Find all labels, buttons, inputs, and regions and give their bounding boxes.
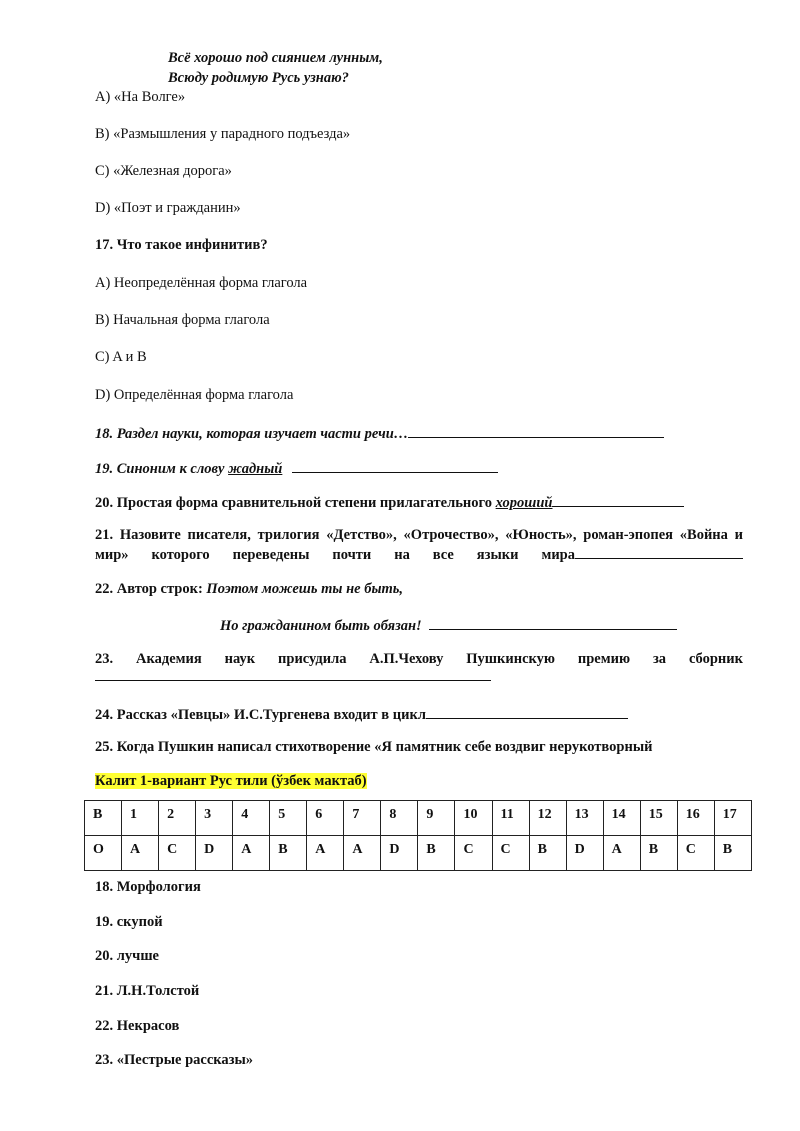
table-cell: C bbox=[159, 836, 196, 871]
table-cell: B bbox=[640, 836, 677, 871]
q19-question bbox=[95, 458, 498, 478]
table-cell: D bbox=[196, 836, 233, 871]
answer-key-title: Калит 1-вариант Рус тили (ўзбек мактаб) bbox=[95, 773, 367, 789]
q17-option-a: A) Неопределённая форма глагола bbox=[95, 275, 308, 291]
table-cell: 12 bbox=[529, 801, 566, 836]
q22-line-1: Поэтом можешь ты не быть, bbox=[206, 581, 404, 597]
q21-question bbox=[95, 526, 743, 564]
answer-key-header-row bbox=[85, 801, 752, 836]
table-cell: B bbox=[270, 836, 307, 871]
q22-answer-blank bbox=[429, 615, 677, 630]
q22-label: 22. Автор строк: bbox=[95, 581, 207, 597]
q24-question bbox=[95, 704, 628, 724]
q24-answer-blank bbox=[426, 704, 628, 719]
table-cell: D bbox=[566, 836, 603, 871]
q16-option-c: C) «Железная дорога» bbox=[95, 163, 232, 179]
q19-answer-blank bbox=[292, 458, 498, 473]
q16-option-a: A) «На Волге» bbox=[95, 89, 186, 105]
q20-text: 20. Простая форма сравнительной степени прилагательного bbox=[95, 495, 496, 511]
q17-option-c: C) A и B bbox=[95, 349, 147, 365]
q19-text: 19. Синоним к слову bbox=[95, 461, 229, 477]
table-cell: A bbox=[344, 836, 381, 871]
table-cell: 8 bbox=[381, 801, 418, 836]
table-cell: B bbox=[529, 836, 566, 871]
table-cell: C bbox=[455, 836, 492, 871]
q20-word: хороший bbox=[495, 495, 553, 511]
table-cell: O bbox=[85, 836, 122, 871]
key-answer-22: 22. Некрасов bbox=[95, 1018, 180, 1034]
q22-line-2: Но гражданином быть обязан! bbox=[220, 618, 426, 634]
q21-answer-blank bbox=[575, 544, 743, 559]
q23-answer-row bbox=[95, 666, 491, 686]
table-cell: C bbox=[677, 836, 714, 871]
key-answer-23: 23. «Пестрые рассказы» bbox=[95, 1052, 254, 1068]
table-cell: B bbox=[85, 801, 122, 836]
q16-option-b: B) «Размышления у парадного подъезда» bbox=[95, 126, 351, 142]
table-cell: A bbox=[122, 836, 159, 871]
key-answer-19: 19. скупой bbox=[95, 914, 163, 930]
q17-option-d: D) Определённая форма глагола bbox=[95, 387, 294, 403]
table-cell: A bbox=[307, 836, 344, 871]
key-answer-21: 21. Л.Н.Толстой bbox=[95, 983, 200, 999]
q18-answer-blank bbox=[408, 423, 664, 438]
q21-text: 21. Назовите писателя, трилогия «Детство», «Отрочество», «Юность», роман-эпопея «Война и мир» которого переведены почти на все языки мира bbox=[95, 527, 743, 563]
answer-key-title-row bbox=[95, 772, 367, 790]
table-cell: 7 bbox=[344, 801, 381, 836]
key-answer-18: 18. Морфология bbox=[95, 879, 201, 895]
poem-line-2: Всюду родимую Русь узнаю? bbox=[168, 70, 349, 86]
table-cell: 17 bbox=[714, 801, 751, 836]
q23-question: 23. Академия наук присудила А.П.Чехову Пушкинскую премию за сборник bbox=[95, 651, 743, 667]
q16-option-d: D) «Поэт и гражданин» bbox=[95, 200, 241, 216]
table-cell: B bbox=[714, 836, 751, 871]
q22-line-2-row bbox=[220, 615, 677, 635]
q22-question bbox=[95, 580, 403, 598]
q25-question: 25. Когда Пушкин написал стихотворение «Я памятник себе воздвиг нерукотворный bbox=[95, 739, 653, 755]
q17-option-b: B) Начальная форма глагола bbox=[95, 312, 270, 328]
table-cell: 16 bbox=[677, 801, 714, 836]
q18-question bbox=[95, 423, 664, 443]
table-cell: 4 bbox=[233, 801, 270, 836]
q18-text: 18. Раздел науки, которая изучает части речи… bbox=[95, 426, 409, 442]
answer-key-answer-row bbox=[85, 836, 752, 871]
q17-question: 17. Что такое инфинитив? bbox=[95, 237, 268, 253]
q19-word: жадный bbox=[228, 461, 283, 477]
q20-answer-blank bbox=[552, 492, 684, 507]
table-cell: 10 bbox=[455, 801, 492, 836]
table-cell: B bbox=[418, 836, 455, 871]
answer-key-table bbox=[84, 800, 752, 871]
table-cell: 1 bbox=[122, 801, 159, 836]
q24-text: 24. Рассказ «Певцы» И.С.Тургенева входит в цикл bbox=[95, 707, 426, 723]
table-cell: 9 bbox=[418, 801, 455, 836]
q20-question bbox=[95, 492, 684, 512]
key-answer-20: 20. лучше bbox=[95, 948, 159, 964]
table-cell: A bbox=[233, 836, 270, 871]
table-cell: 5 bbox=[270, 801, 307, 836]
table-cell: 14 bbox=[603, 801, 640, 836]
table-cell: D bbox=[381, 836, 418, 871]
table-cell: 2 bbox=[159, 801, 196, 836]
q23-answer-blank bbox=[95, 666, 491, 681]
table-cell: C bbox=[492, 836, 529, 871]
table-cell: 11 bbox=[492, 801, 529, 836]
table-cell: 6 bbox=[307, 801, 344, 836]
table-cell: 15 bbox=[640, 801, 677, 836]
table-cell: 3 bbox=[196, 801, 233, 836]
table-cell: 13 bbox=[566, 801, 603, 836]
table-cell: A bbox=[603, 836, 640, 871]
poem-line-1: Всё хорошо под сиянием лунным, bbox=[168, 50, 383, 66]
